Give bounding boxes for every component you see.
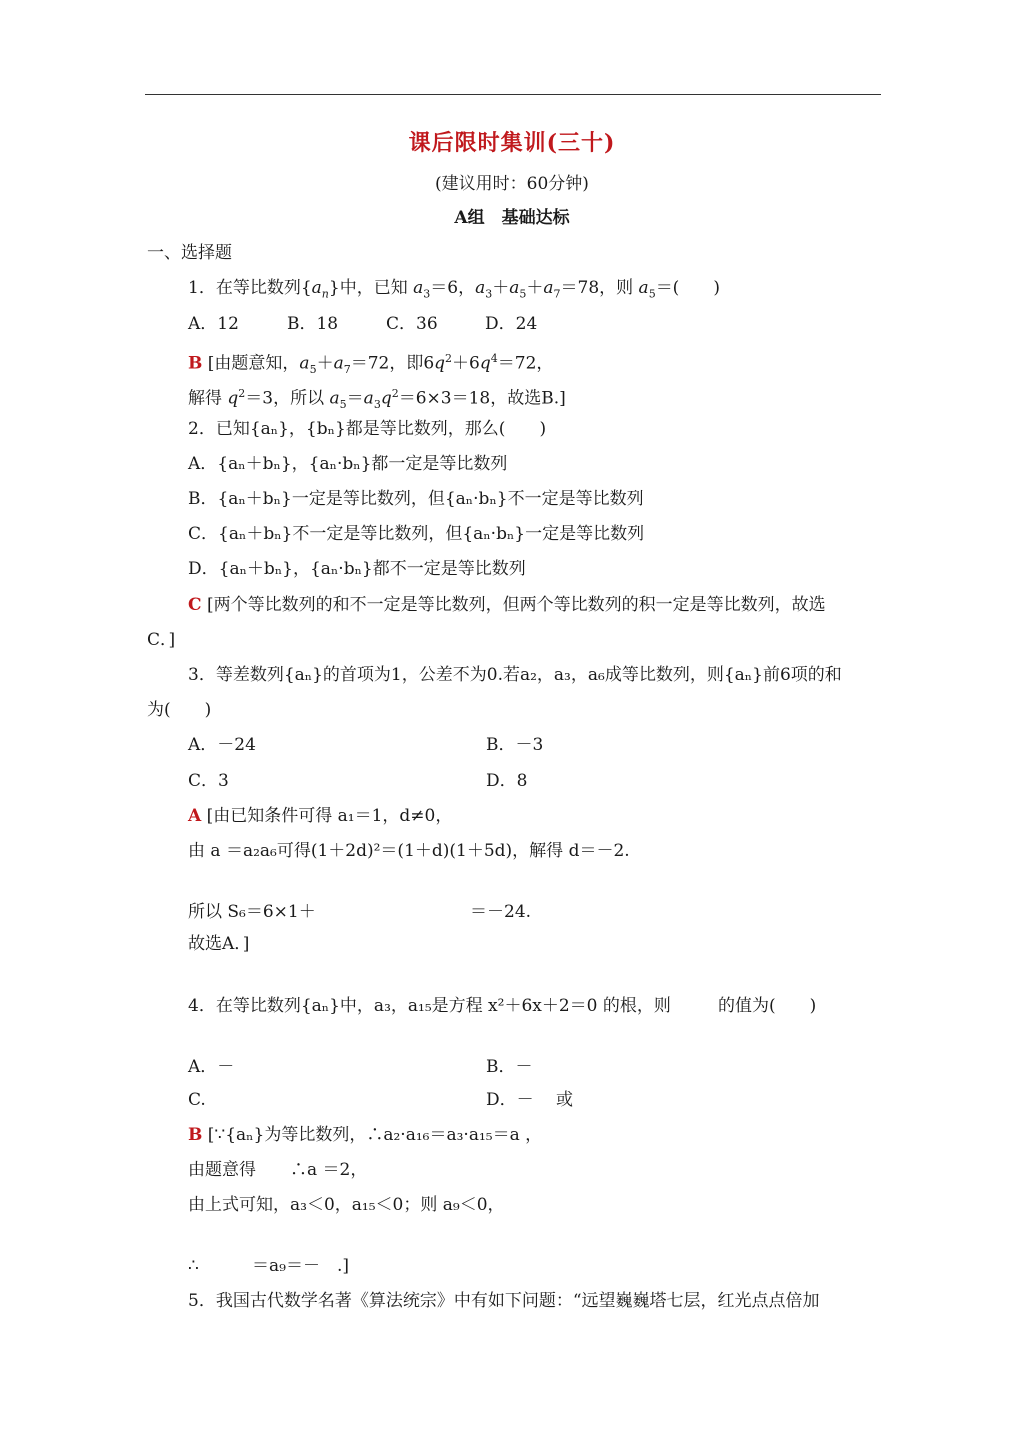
q3-answer: A	[188, 806, 202, 826]
q4-solution-line3: 由上式可知，a₃＜0，a₁₅＜0；则 a₉＜0，	[188, 1195, 505, 1215]
q2-option-c: C．{aₙ＋bₙ}不一定是等比数列，但{aₙ·bₙ}一定是等比数列	[188, 524, 645, 544]
q3-option-b: B．－3	[486, 735, 544, 755]
q1-stem: 1．在等比数列$\{a_n\}$中，已知 $a_3=6$，$a_3+a_5+a_7=78$，则 $a_5=$( )	[188, 278, 720, 301]
q3-solution-line1: A [由已知条件可得 a₁＝1，d≠0，	[188, 806, 453, 826]
q2-solution-line1: C [两个等比数列的和不一定是等比数列，但两个等比数列的积一定是等比数列，故选	[188, 595, 826, 615]
q2-stem: 2．已知{aₙ}，{bₙ}都是等比数列，那么( )	[188, 419, 547, 439]
q3-option-c: C．3	[188, 771, 229, 791]
q3-solution-line4: 故选A．]	[188, 934, 250, 954]
section-heading: 一、选择题	[147, 243, 232, 263]
time-note: (建议用时：60分钟)	[435, 174, 589, 194]
q2-answer: C	[188, 595, 202, 615]
group-heading: A组 基础达标	[454, 208, 570, 228]
header-rule	[145, 94, 881, 95]
q2-solution-line2: C．]	[147, 630, 176, 650]
q4-option-b: B．－	[486, 1057, 533, 1077]
q2-option-a: A．{aₙ＋bₙ}，{aₙ·bₙ}都一定是等比数列	[188, 454, 508, 474]
q4-solution-line4a: ∴	[188, 1256, 199, 1276]
q4-stem-a: 4．在等比数列{aₙ}中，a₃，a₁₅是方程 x²＋6x＋2＝0 的根，则	[188, 996, 671, 1016]
q1-option-b: B．18	[287, 314, 339, 334]
q1-option-a: A．12	[188, 314, 239, 334]
q4-stem-b: 的值为( )	[718, 996, 817, 1016]
q5-stem-line1: 5．我国古代数学名著《算法统宗》中有如下问题：“远望巍巍塔七层，红光点点倍加	[188, 1291, 820, 1311]
q1-solution-line2: 解得 $q^2=3$，所以 $a_5=a_3q^2=6\times 3=18$，故选B.]	[188, 387, 566, 412]
q1-solution-line1: B [由题意知，$a_5+a_7=72$，即$6q^2+6q^4=72$，	[188, 352, 554, 377]
q3-stem-line2: 为( )	[147, 700, 212, 720]
q4-option-d: D．－ 或	[486, 1090, 574, 1110]
q3-option-a: A．－24	[188, 735, 256, 755]
q1-answer: B	[188, 353, 203, 374]
q4-answer: B	[188, 1125, 203, 1145]
q2-option-d: D．{aₙ＋bₙ}，{aₙ·bₙ}都不一定是等比数列	[188, 559, 526, 579]
q1-option-c: C．36	[386, 314, 438, 334]
q3-stem-line1: 3．等差数列{aₙ}的首项为1，公差不为0.若a₂，a₃，a₆成等比数列，则{aₙ}前6项的和	[188, 665, 842, 685]
q3-solution-line2: 由 a ＝a₂a₆可得(1＋2d)²＝(1＋d)(1＋5d)，解得 d＝－2.	[188, 841, 630, 861]
q4-solution-line4b: ＝a₉＝－ .]	[252, 1256, 349, 1276]
q2-option-b: B．{aₙ＋bₙ}一定是等比数列，但{aₙ·bₙ}不一定是等比数列	[188, 489, 644, 509]
q4-option-a: A．－	[188, 1057, 235, 1077]
q4-option-c: C.	[188, 1090, 206, 1110]
q4-solution-line1: B [∵{aₙ}为等比数列，∴a₂·a₁₆＝a₃·a₁₅＝a ，	[188, 1125, 543, 1145]
q3-option-d: D．8	[486, 771, 528, 791]
q3-solution-line3b: ＝－24.	[470, 902, 532, 922]
q4-solution-line2: 由题意得 ∴a ＝2，	[188, 1160, 368, 1180]
page-title: 课后限时集训(三十)	[408, 130, 616, 156]
q3-solution-line3a: 所以 S₆＝6×1＋	[188, 902, 316, 922]
q1-option-d: D．24	[485, 314, 538, 334]
